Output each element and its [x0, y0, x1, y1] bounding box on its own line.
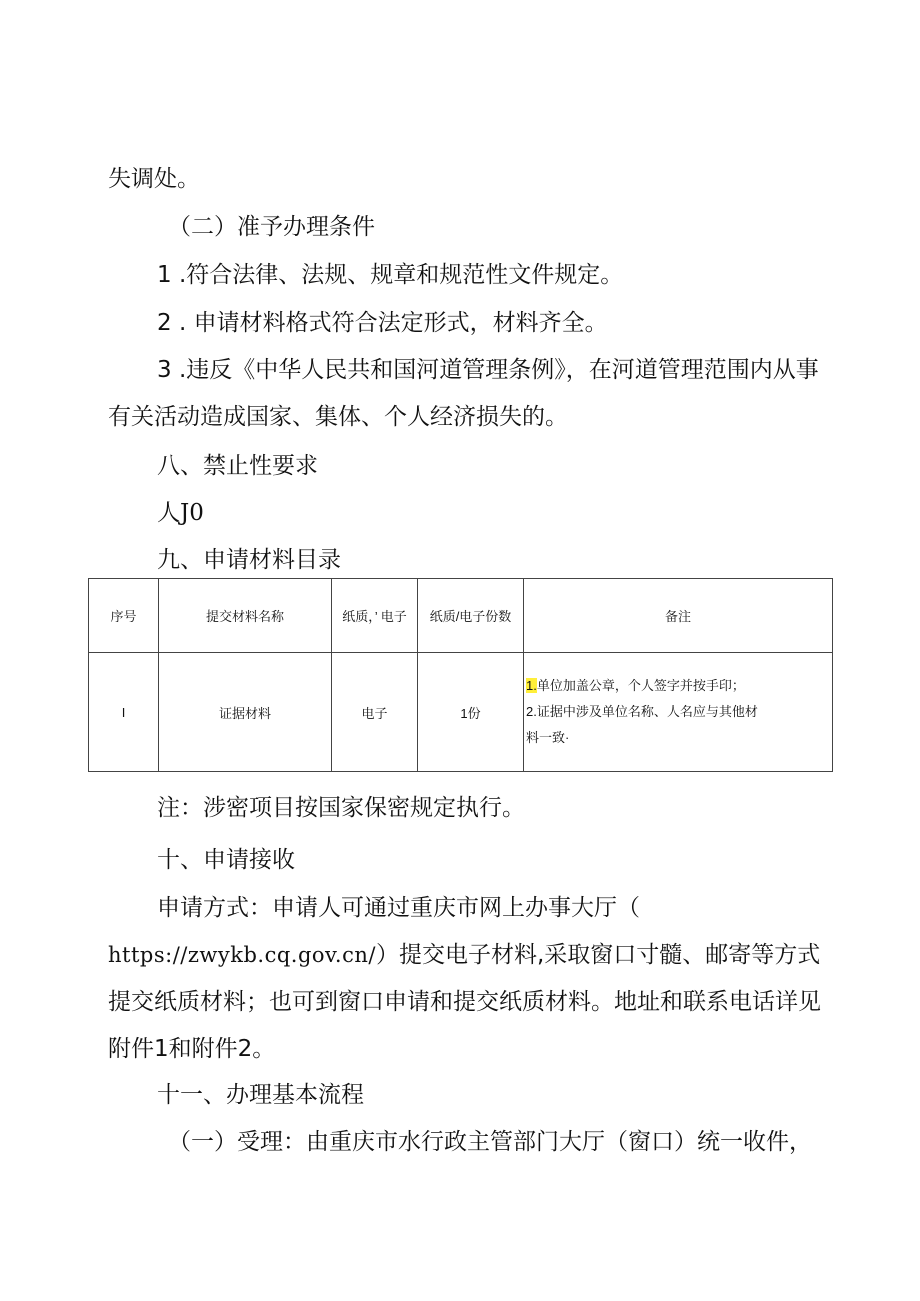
cell-type: 电子 — [332, 653, 418, 772]
text-line: 人J0 — [157, 500, 204, 526]
cell-name: 证据材料 — [159, 653, 332, 772]
text-fragment: ）提交电子材料,采取窗口寸髓、邮寄等方式 — [375, 942, 821, 968]
section-heading: 十一、办理基本流程 — [157, 1082, 364, 1108]
column-header: 备注 — [524, 579, 833, 653]
list-item: 1 .符合法律、法规、规章和规范性文件规定。 — [157, 262, 624, 288]
list-item: 2 . 申请材料格式符合法定形式，材料齐全。 — [157, 310, 608, 336]
text-line — [108, 940, 832, 970]
cell-copies: 1份 — [418, 653, 524, 772]
remark-line: 2.证据中涉及单位名称、人名应与其他材 — [526, 704, 758, 719]
highlight-mark: 1. — [526, 678, 537, 693]
section-heading: （二）准予办理条件 — [168, 214, 375, 240]
text-line: 提交纸质材料；也可到窗口申请和提交纸质材料。地址和联系电话详见 — [108, 989, 821, 1015]
table-header-row — [89, 579, 833, 653]
text-line: 申请方式：申请人可通过重庆市网上办事大厅（ — [157, 895, 640, 921]
remark-text: 单位加盖公章，个人签字并按手印； — [536, 678, 745, 693]
section-heading: 十、申请接收 — [157, 847, 295, 873]
column-header: 序号 — [89, 579, 159, 653]
materials-table — [88, 578, 833, 772]
url-link[interactable]: https://zwykb.cq.gov.cn/ — [108, 943, 376, 967]
note-line: 注：涉密项目按国家保密规定执行。 — [157, 795, 525, 821]
remark-line: 料一致· — [526, 730, 570, 745]
section-heading: 九、申请材料目录 — [157, 547, 341, 573]
cell-remarks — [524, 653, 833, 772]
table-row — [89, 653, 833, 772]
text-line: 有关活动造成国家、集体、个人经济损失的。 — [108, 404, 568, 430]
cell-index: I — [89, 653, 159, 772]
text-line: 失调处。 — [108, 166, 200, 192]
text-line: （一）受理：由重庆市水行政主管部门大厅（窗口）统一收件， — [168, 1129, 812, 1155]
remark-line — [526, 673, 830, 699]
column-header: 提交材料名称 — [159, 579, 332, 653]
column-header: 纸质，’ 电子 — [332, 579, 418, 653]
text-line: 附件1和附件2。 — [108, 1036, 276, 1062]
list-item: 3 .违反《中华人民共和国河道管理条例》，在河道管理范围内从事 — [157, 357, 819, 383]
section-heading: 八、禁止性要求 — [157, 453, 318, 479]
column-header: 纸质/电子份数 — [418, 579, 524, 653]
